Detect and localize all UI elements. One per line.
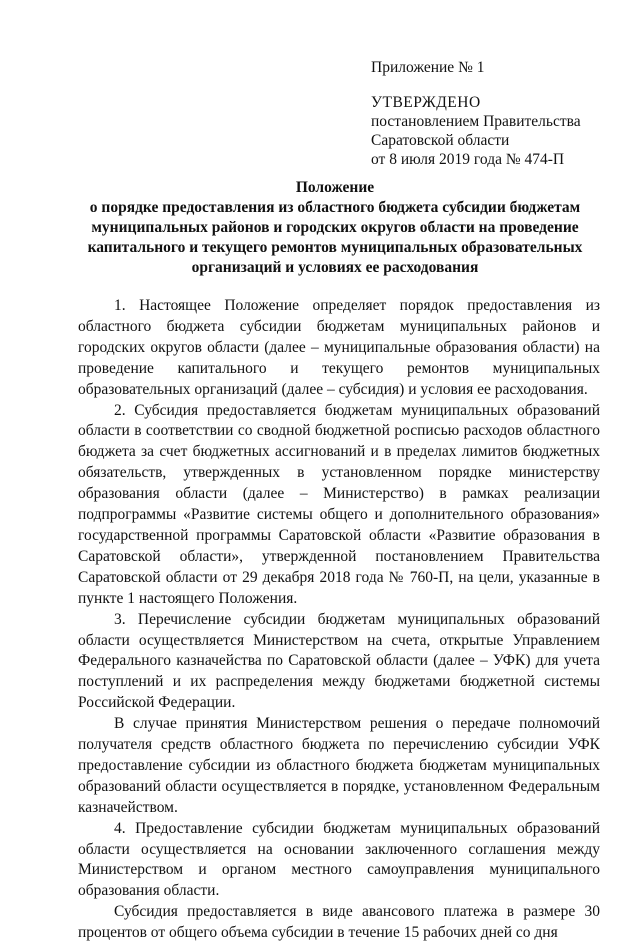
paragraph-3-continued: В случае принятия Министерством решения о передаче полномочий получателя средств областного бюджета по перечислению субсидии УФК предоставление субсидии из областного бюджета бюджетам муниципальных образований области осуществляется в порядке, установленном Федеральным казначейством.	[78, 715, 600, 816]
paragraph-3: 3. Перечисление субсидии бюджетам муниципальных образований области осуществляется Министерством на счета, открытые Управлением Федерального казначейства по Саратовской области (далее – УФК) для учета поступлений и их распределения между бюджетами бюджетной системы Российской Федерации.	[78, 610, 600, 712]
approval-line-region: Саратовской области	[371, 132, 510, 149]
approved-label: УТВЕРЖДЕНО	[371, 94, 481, 111]
paragraph-2: 2. Субсидия предоставляется бюджетам муниципальных образований области в соответствии со сводной бюджетной росписью расходов областного бюджета за счет бюджетных ассигнований и в пределах лимитов бюджетных обязательств, утвержденных в установленном порядке министерству образования области (далее – Министерство) в рамках реализации подпрограммы «Развитие системы общего и дополнительного образования» государственной программы Саратовской области «Развитие образования в Саратовской области», утвержденной постановлением Правительства Саратовской области от 29 декабря 2018 года № 760-П, на цели, указанные в пункте 1 настоящего Положения.	[78, 401, 600, 607]
title-line-1: о порядке предоставления из областного бюджета субсидии бюджетам	[89, 199, 581, 216]
approval-line-date: от 8 июля 2019 года № 474-П	[371, 151, 565, 168]
paragraph-1: 1. Настоящее Положение определяет порядок предоставления из областного бюджета субсидии бюджетам муниципальных районов и городских округов области (далее – муниципальные образования области) на проведение капитального и текущего ремонтов муниципальных образовательных организаций (далее – субсидия) и условия ее расходования.	[78, 297, 600, 398]
document-body	[78, 296, 600, 944]
approval-line-resolution: постановлением Правительства	[371, 113, 581, 130]
paragraph-4-continued: Субсидия предоставляется в виде авансового платежа в размере 30 процентов от общего объема субсидии в течение 15 рабочих дней со дня	[78, 903, 600, 942]
title-line-3: капитального и текущего ремонтов муниципальных образовательных	[87, 239, 583, 256]
paragraph-4: 4. Предоставление субсидии бюджетам муниципальных образований области осуществляется на основании заключенного соглашения между Министерством и органом местного самоуправления муниципального образования области.	[78, 819, 600, 900]
appendix-number: Приложение № 1	[371, 59, 485, 76]
document-title	[70, 178, 600, 278]
title-heading: Положение	[295, 179, 375, 196]
title-line-4: организаций и условиях ее расходования	[191, 259, 479, 276]
title-line-2: муниципальных районов и городских округов области на проведение	[91, 219, 579, 236]
approval-stamp-block	[371, 58, 621, 169]
